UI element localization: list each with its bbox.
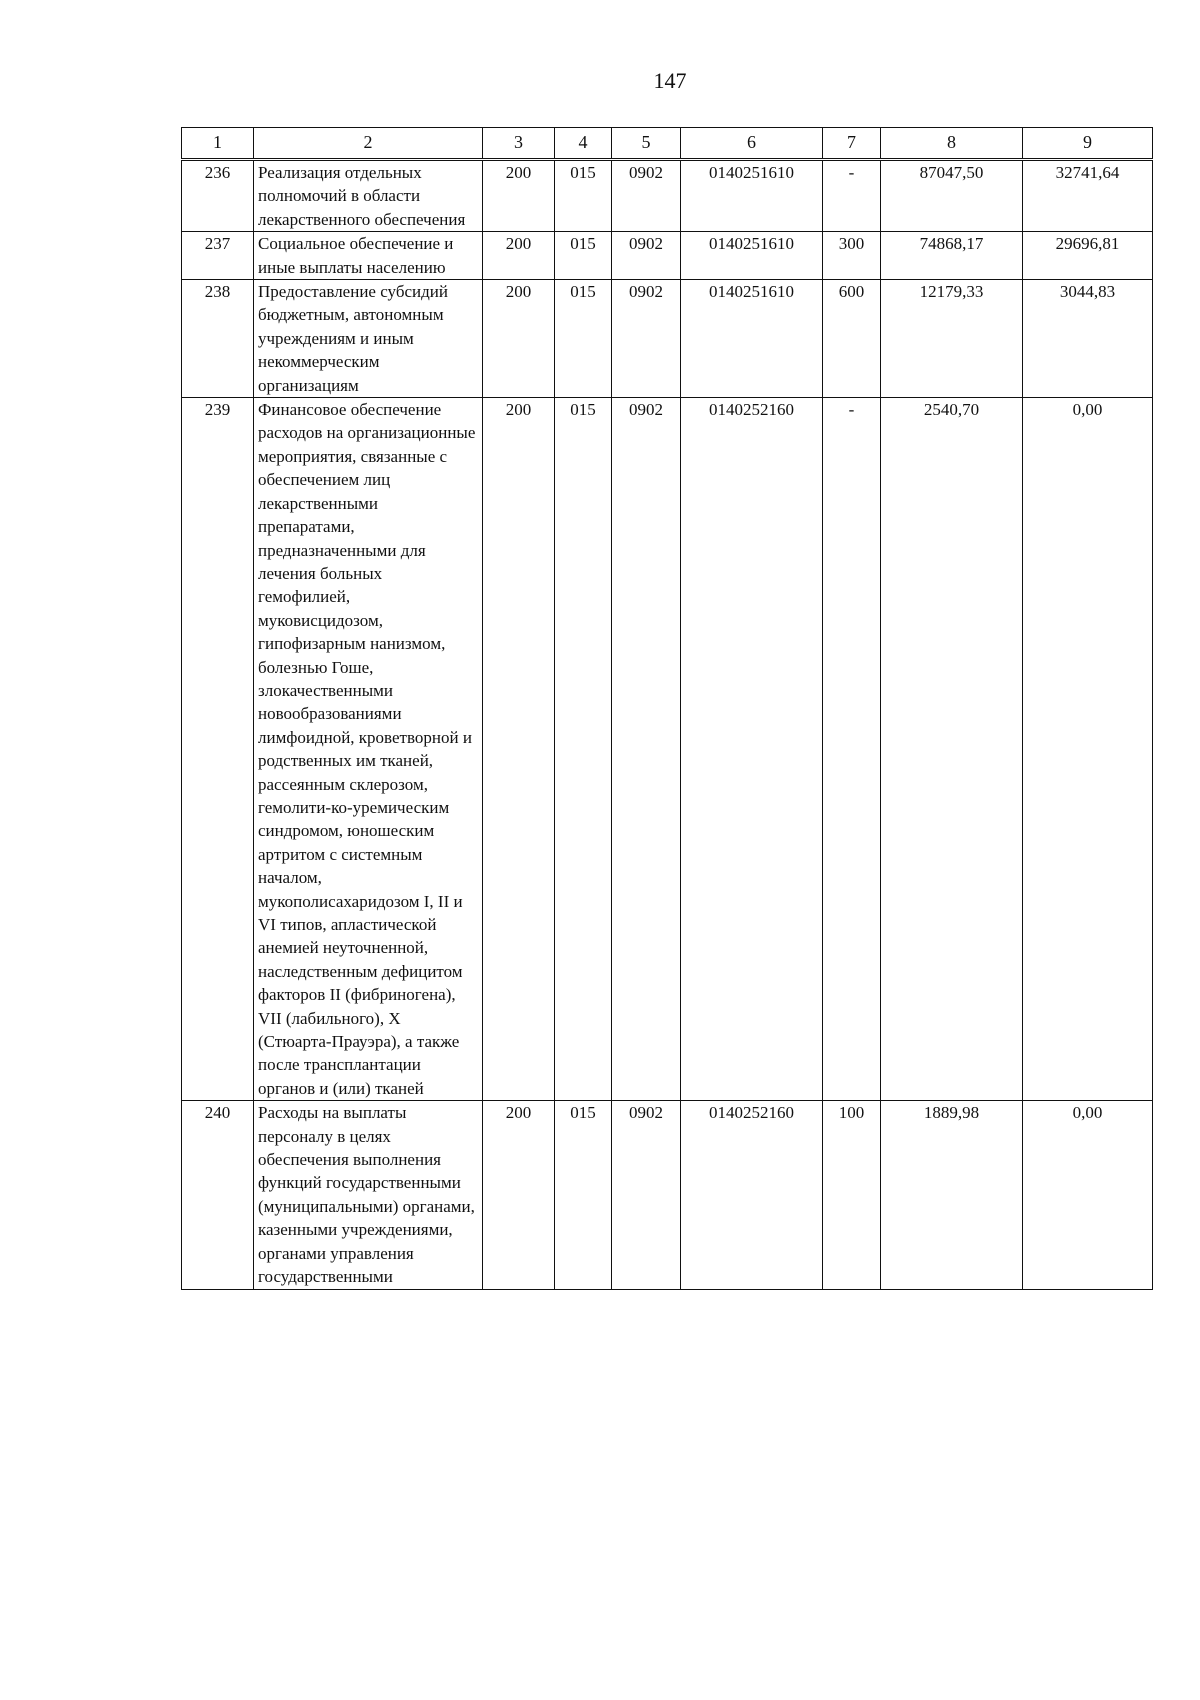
cell-col6: 0140252160 (681, 398, 823, 1101)
cell-col7: 100 (823, 1101, 881, 1289)
header-cell: 6 (681, 128, 823, 160)
header-cell: 7 (823, 128, 881, 160)
cell-col6: 0140251610 (681, 280, 823, 398)
cell-col3: 200 (483, 1101, 555, 1289)
cell-col6: 0140251610 (681, 160, 823, 232)
cell-col7: 600 (823, 280, 881, 398)
cell-col6: 0140252160 (681, 1101, 823, 1289)
cell-col8: 87047,50 (881, 160, 1023, 232)
cell-col4: 015 (555, 232, 612, 280)
header-cell: 4 (555, 128, 612, 160)
cell-col5: 0902 (612, 160, 681, 232)
table-row (182, 232, 1153, 280)
cell-col5: 0902 (612, 280, 681, 398)
row-description: Социальное обеспечение и иные выплаты населению (254, 232, 483, 280)
cell-col3: 200 (483, 160, 555, 232)
cell-col5: 0902 (612, 398, 681, 1101)
cell-col5: 0902 (612, 232, 681, 280)
page-number: 147 (653, 68, 687, 93)
header-cell: 5 (612, 128, 681, 160)
row-number: 238 (182, 280, 254, 398)
header-cell: 8 (881, 128, 1023, 160)
row-number: 239 (182, 398, 254, 1101)
cell-col8: 12179,33 (881, 280, 1023, 398)
cell-col4: 015 (555, 1101, 612, 1289)
cell-col7: 300 (823, 232, 881, 280)
cell-col8: 74868,17 (881, 232, 1023, 280)
table-row (182, 1101, 1153, 1289)
table-row (182, 398, 1153, 1101)
header-cell: 9 (1023, 128, 1153, 160)
row-number: 236 (182, 160, 254, 232)
cell-col7: - (823, 398, 881, 1101)
row-number: 237 (182, 232, 254, 280)
row-number: 240 (182, 1101, 254, 1289)
cell-col4: 015 (555, 398, 612, 1101)
row-description: Предоставление субсидий бюджетным, автономным учреждениям и иным некоммерческим организациям (254, 280, 483, 398)
cell-col3: 200 (483, 232, 555, 280)
table-row (182, 160, 1153, 232)
header-row (182, 128, 1153, 160)
cell-col9: 0,00 (1023, 398, 1153, 1101)
cell-col3: 200 (483, 280, 555, 398)
cell-col9: 3044,83 (1023, 280, 1153, 398)
cell-col7: - (823, 160, 881, 232)
row-description: Финансовое обеспечение расходов на организационные мероприятия, связанные с обеспечением лиц лекарственными препаратами, предназначенными для лечения больных гемофилией, муковисцидозом, гипофизарным нанизмом, болезнью Гоше, злокачественными новообразованиями лимфоидной, кроветворной и родственных им тканей, рассеянным склерозом, гемолити-ко-уремическим синдромом, юношеским артритом с системным началом, мукополисахаридозом I, II и VI типов, апластической анемией неуточненной, наследственным дефицитом факторов II (фибриногена), VII (лабильного), X (Стюарта-Прауэра), а также после трансплантации органов и (или) тканей (254, 398, 483, 1101)
header-cell: 2 (254, 128, 483, 160)
table-row (182, 280, 1153, 398)
budget-table (181, 127, 1153, 1290)
header-cell: 1 (182, 128, 254, 160)
cell-col8: 2540,70 (881, 398, 1023, 1101)
cell-col9: 29696,81 (1023, 232, 1153, 280)
cell-col9: 0,00 (1023, 1101, 1153, 1289)
row-description: Расходы на выплаты персоналу в целях обеспечения выполнения функций государственными (муниципальными) органами, казенными учреждениями, органами управления государственными (254, 1101, 483, 1289)
cell-col8: 1889,98 (881, 1101, 1023, 1289)
cell-col6: 0140251610 (681, 232, 823, 280)
cell-col9: 32741,64 (1023, 160, 1153, 232)
row-description: Реализация отдельных полномочий в области лекарственного обеспечения (254, 160, 483, 232)
cell-col3: 200 (483, 398, 555, 1101)
cell-col4: 015 (555, 280, 612, 398)
cell-col4: 015 (555, 160, 612, 232)
header-cell: 3 (483, 128, 555, 160)
cell-col5: 0902 (612, 1101, 681, 1289)
